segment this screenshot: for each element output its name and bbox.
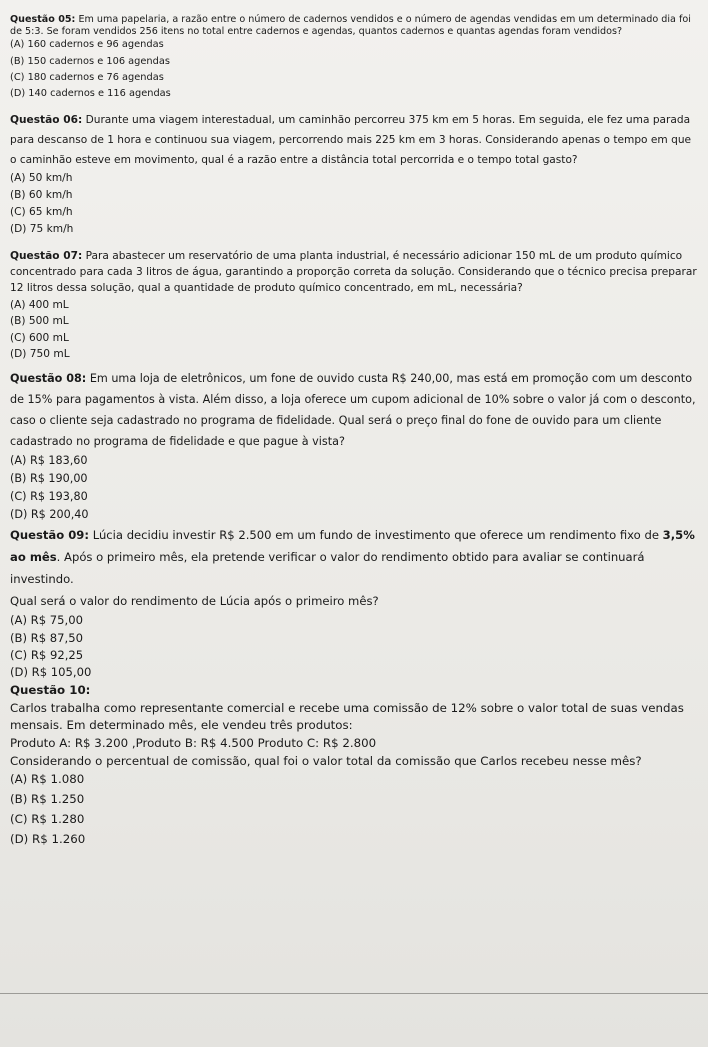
question-label: Questão 05: xyxy=(10,14,76,25)
option-b: (B) R$ 190,00 xyxy=(10,472,88,486)
question-stem xyxy=(10,14,700,37)
option-d: (D) 75 km/h xyxy=(10,223,74,236)
question-text: Em uma loja de eletrônicos, um fone de ouvido custa R$ 240,00, mas está em promoção com um desconto de 15% para pagamentos à vista. Além disso, a loja oferece um cupom adicional de 10% sobre o valor já com o desconto, caso o cliente seja cadastrado no programa de fidelidade. Qual será o preço final do fone de ouvido para um cliente cadastrado no programa de fidelidade e que pague à vista? xyxy=(10,372,696,449)
rate-highlight: 3,5% ao mês xyxy=(10,528,695,565)
question-09 xyxy=(10,524,700,681)
question-label-line xyxy=(10,682,700,700)
option-a: (A) 400 mL xyxy=(10,298,69,311)
option-c: (C) 180 cadernos e 76 agendas xyxy=(10,72,164,83)
question-05 xyxy=(10,14,700,103)
question-stem xyxy=(10,248,700,297)
option-b: (B) R$ 87,50 xyxy=(10,630,83,645)
option-d: (D) R$ 1.260 xyxy=(10,831,86,846)
question-sheet xyxy=(10,14,700,849)
option-a: (A) 160 cadernos e 96 agendas xyxy=(10,39,164,51)
question-prompt: Considerando o percentual de comissão, qual foi o valor total da comissão que Carlos recebeu nesse mês? xyxy=(10,753,642,768)
option-d: (D) 140 cadernos e 116 agendas xyxy=(10,88,171,100)
question-text: Durante uma viagem interestadual, um caminhão percorreu 375 km em 5 horas. Em seguida, ele fez uma parada para descanso de 1 hora e continuou sua viagem, percorrendo mais 225 km em 3 horas. Considerando apenas o tempo em que o caminhão esteve em movimento, qual é a razão entre a distância total percorrida e o tempo total gasto? xyxy=(10,113,692,166)
option-d: (D) 750 mL xyxy=(10,348,70,361)
option-a: (A) R$ 1.080 xyxy=(10,772,85,787)
option-d: (D) R$ 200,40 xyxy=(10,508,89,522)
question-07 xyxy=(10,248,700,363)
option-b: (B) R$ 1.250 xyxy=(10,792,85,807)
question-label: Questão 06: xyxy=(10,113,83,126)
question-stem xyxy=(10,524,700,590)
option-c: (C) 65 km/h xyxy=(10,206,73,219)
option-c: (C) R$ 92,25 xyxy=(10,647,84,662)
question-06 xyxy=(10,110,700,239)
question-stem xyxy=(10,110,700,170)
option-d: (D) R$ 105,00 xyxy=(10,665,92,680)
option-a: (A) R$ 75,00 xyxy=(10,613,83,628)
question-text: Para abastecer um reservatório de uma planta industrial, é necessário adicionar 150 mL de um produto químico concentrado para cada 3 litros de água, garantindo a proporção correta da solução. Considerando que o técnico precisa preparar 12 litros dessa solução, qual a quantidade de produto químico concentrado, em mL, necessária? xyxy=(10,249,697,295)
question-text: Em uma papelaria, a razão entre o número de cadernos vendidos e o número de agendas vendidas em um determinado dia foi de 5:3. Se foram vendidos 256 itens no total entre cadernos e agendas, quantos cadernos e quantas agendas foram vendidos? xyxy=(10,14,691,37)
question-text-continued: . Após o primeiro mês, ela pretende verificar o valor do rendimento obtido para avaliar se continuará investindo. xyxy=(10,550,645,587)
option-b: (B) 500 mL xyxy=(10,315,69,328)
question-10 xyxy=(10,682,700,849)
page-divider xyxy=(0,993,708,994)
option-b: (B) 150 cadernos e 106 agendas xyxy=(10,55,170,67)
question-08 xyxy=(10,368,700,524)
question-text: Carlos trabalha como representante comercial e recebe uma comissão de 12% sobre o valor total de suas vendas mensais. Em determinado mês, ele vendeu três produtos: xyxy=(10,700,684,733)
question-label: Questão 08: xyxy=(10,372,87,386)
question-stem xyxy=(10,368,700,452)
option-c: (C) R$ 193,80 xyxy=(10,490,88,504)
option-c: (C) R$ 1.280 xyxy=(10,811,85,826)
question-text: Lúcia decidiu investir R$ 2.500 em um fundo de investimento que oferece um rendimento fixo de xyxy=(92,528,663,543)
option-a: (A) R$ 183,60 xyxy=(10,454,88,468)
question-label: Questão 07: xyxy=(10,249,83,262)
question-label: Questão 09: xyxy=(10,528,90,543)
option-c: (C) 600 mL xyxy=(10,331,69,344)
question-prompt: Qual será o valor do rendimento de Lúcia após o primeiro mês? xyxy=(10,594,379,609)
option-b: (B) 60 km/h xyxy=(10,189,73,202)
option-a: (A) 50 km/h xyxy=(10,171,73,184)
question-label: Questão 10: xyxy=(10,683,91,698)
product-list: Produto A: R$ 3.200 ,Produto B: R$ 4.500 Produto C: R$ 2.800 xyxy=(10,736,377,751)
